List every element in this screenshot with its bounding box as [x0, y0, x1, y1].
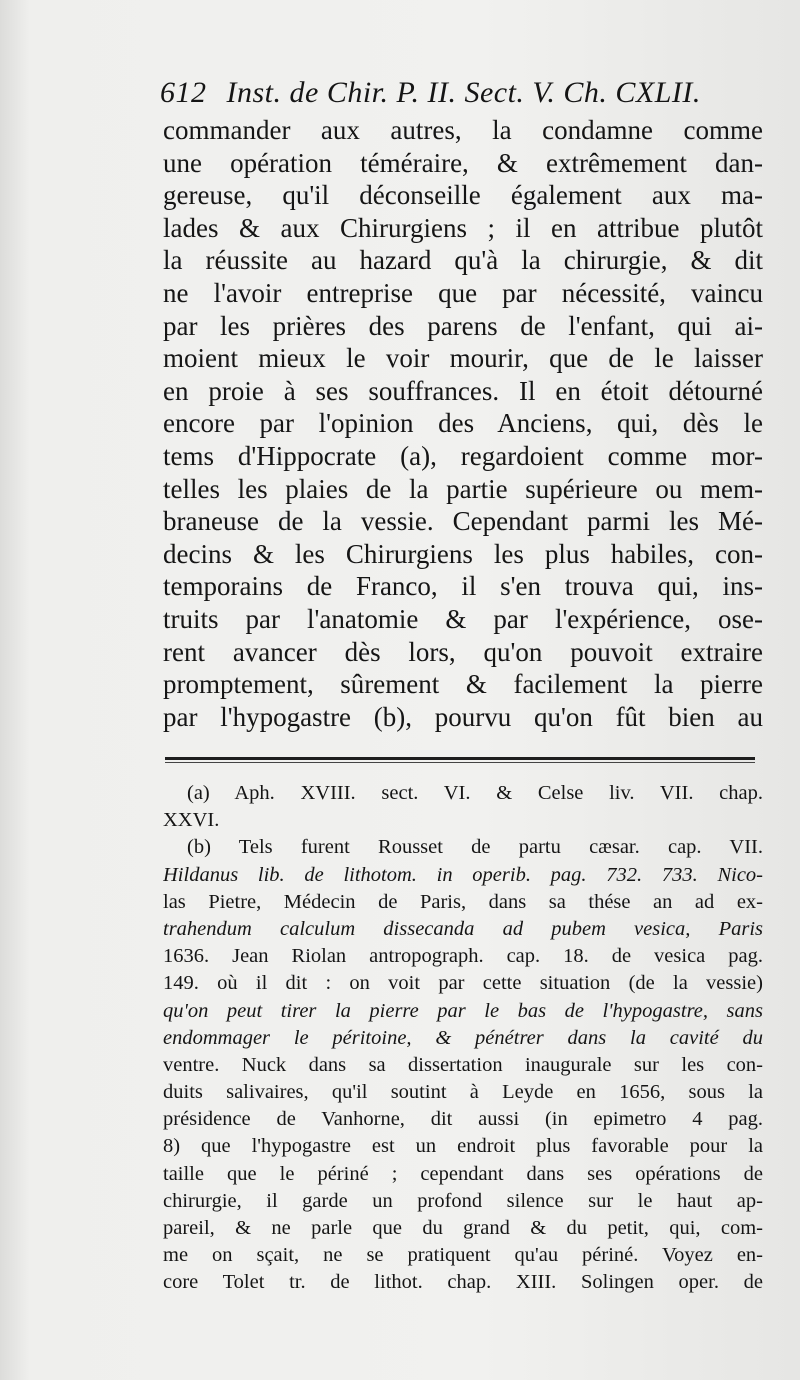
footnote-line: (a) Aph. XVIII. sect. VI. & Celse liv. VII. chap.: [187, 782, 763, 804]
footnote-line: (b) Tels furent Rousset de partu cæsar. cap. VII.: [187, 836, 763, 859]
page-number: 612: [160, 76, 207, 109]
footnote-line: 149. où il dit : on voit par cette situation (de la vessie): [163, 972, 763, 995]
text-line: par les prières des parens de l'enfant, qui ai-: [163, 310, 763, 341]
text-line: la réussite au hazard qu'à la chirurgie, & dit: [163, 245, 763, 276]
text-line: en proie à ses souffrances. Il en étoit détourné: [163, 375, 763, 406]
text-line: encore par l'opinion des Anciens, qui, dès le: [163, 408, 763, 439]
main-text: [163, 114, 763, 733]
text-line: lades & aux Chirurgiens ; il en attribue plutôt: [163, 212, 763, 243]
footnote-line: qu'on peut tirer la pierre par le bas de l'hypogastre, sans: [163, 999, 763, 1022]
footnotes: [163, 780, 763, 1297]
text-line: temporains de Franco, il s'en trouva qui, ins-: [163, 571, 763, 602]
footnote-line: las Pietre, Médecin de Paris, dans sa thése an ad ex-: [163, 890, 763, 913]
footnote-separator-rule: [165, 757, 755, 760]
footnote-separator-thin-rule: [165, 762, 755, 763]
footnote-line: Hildanus lib. de lithotom. in operib. pag. 732. 733. Nico-: [163, 863, 763, 886]
text-line: ne l'avoir entreprise que par nécessité, vaincu: [163, 277, 763, 308]
running-header: [160, 76, 770, 110]
text-line: une opération téméraire, & extrêmement dan-: [163, 147, 763, 178]
text-line: telles les plaies de la partie supérieure ou mem-: [163, 473, 763, 504]
running-title: Inst. de Chir. P. II. Sect. V. Ch. CXLII.: [226, 76, 701, 109]
text-line: moient mieux le voir mourir, que de le laisser: [163, 343, 763, 374]
footnote-line: 8) que l'hypogastre est un endroit plus favorable pour la: [163, 1135, 763, 1158]
text-line: decins & les Chirurgiens les plus habiles, con-: [163, 538, 763, 569]
footnote-line: duits salivaires, qu'il soutint à Leyde en 1656, sous la: [163, 1081, 763, 1104]
text-line: tems d'Hippocrate (a), regardoient comme mor-: [163, 440, 763, 471]
text-line: promptement, sûrement & facilement la pierre: [163, 669, 763, 700]
text-line: truits par l'anatomie & par l'expérience, ose-: [163, 603, 763, 634]
text-line: rent avancer dès lors, qu'on pouvoit extraire: [163, 636, 763, 667]
text-line: commander aux autres, la condamne comme: [163, 115, 763, 145]
text-line: braneuse de la vessie. Cependant parmi les Mé-: [163, 506, 763, 537]
footnote-line: taille que le périné ; cependant dans ses opérations de: [163, 1162, 763, 1185]
footnote-line: 1636. Jean Riolan antropograph. cap. 18. de vesica pag.: [163, 945, 763, 968]
footnote-line: endommager le péritoine, & pénétrer dans la cavité du: [163, 1026, 763, 1049]
footnote-line: pareil, & ne parle que du grand & du petit, qui, com-: [163, 1217, 763, 1239]
text-line: par l'hypogastre (b), pourvu qu'on fût bien au: [163, 701, 763, 732]
footnote-line: chirurgie, il garde un profond silence sur le haut ap-: [163, 1189, 763, 1212]
footnote-line: ventre. Nuck dans sa dissertation inaugurale sur les con-: [163, 1053, 763, 1076]
text-line: gereuse, qu'il déconseille également aux ma-: [163, 180, 763, 211]
footnote-line: XXVI.: [163, 809, 220, 832]
footnote-line: core Tolet tr. de lithot. chap. XIII. Solingen oper. de: [163, 1271, 763, 1294]
footnote-line: présidence de Vanhorne, dit aussi (in epimetro 4 pag.: [163, 1108, 763, 1131]
footnote-line: me on sçait, ne se pratiquent qu'au périné. Voyez en-: [163, 1244, 763, 1267]
footnote-line: trahendum calculum dissecanda ad pubem vesica, Paris: [163, 917, 763, 940]
